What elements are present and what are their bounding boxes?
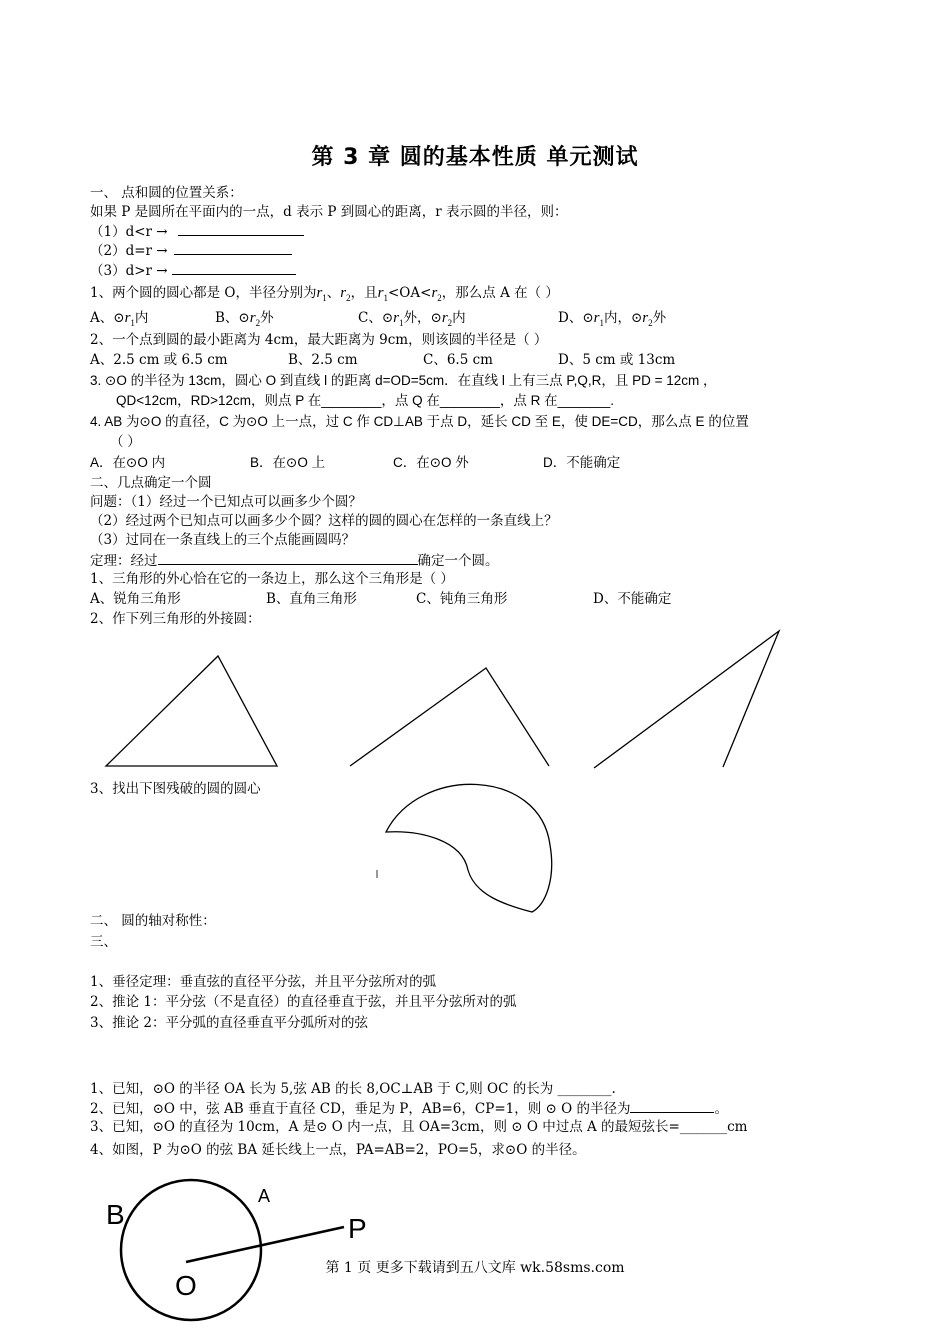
q1-stem: 1、两个圆的圆心都是 O，半径分别为$r_1$、$r_2$，且$r_1<OA<r_2$，那么点 A 在（ ）	[90, 285, 559, 303]
acute-triangle	[106, 656, 277, 766]
section1-heading: 一、 点和圆的位置关系：	[90, 185, 243, 201]
q1-text-a: 1、两个圆的圆心都是 O，半径分别为	[90, 285, 317, 301]
q3-line-1: 3. ⊙O 的半径为 13cm，圆心 O 到直线 l 的距离 d=OD=5cm．在直线 l 上有三点 P,Q,R，且 PD = 12cm ，	[90, 373, 717, 388]
s3-q4: 4、如图，P 为⊙O 的弦 BA 延长线上一点，PA=AB=2，PO=5，求⊙O 的半径。	[90, 1142, 586, 1158]
q1-text-d: ，那么点 A 在（ ）	[441, 285, 559, 301]
s2-q1-option-b[interactable]: B、直角三角形	[266, 591, 357, 607]
r2-symbol: $r_2$	[340, 285, 351, 303]
q4-line-2: （ ）	[110, 434, 141, 449]
q4-option-a[interactable]: A．在⊙O 内	[90, 455, 166, 470]
s2-q1-option-c[interactable]: C、钝角三角形	[416, 591, 508, 607]
q1-option-a[interactable]: A、$⊙r_1$内	[90, 310, 149, 328]
q4-option-b[interactable]: B．在⊙O 上	[250, 455, 326, 470]
s2-q1-option-a[interactable]: A、锐角三角形	[90, 591, 181, 607]
label-o: O	[175, 1270, 197, 1301]
q1-text-c: <OA<	[387, 285, 432, 301]
s2-q1-option-d[interactable]: D、不能确定	[593, 591, 672, 607]
q4-option-d[interactable]: D．不能确定	[543, 455, 621, 470]
section3-subheading: 三、	[90, 934, 117, 950]
condition-2-text: （2）d=r →	[90, 243, 168, 259]
s3-q1: 1、已知，⊙O 的半径 OA 长为 5,弦 AB 的长 8,OC⊥AB 于 C,则 OC 的长为 ________.	[90, 1081, 616, 1097]
q4-option-c[interactable]: C．在⊙O 外	[393, 455, 469, 470]
label-a: A	[258, 1186, 271, 1206]
theorem-text-a: 定理：经过	[90, 553, 158, 569]
q1-option-d[interactable]: D、$⊙r_1$内，$⊙r_2$外	[558, 310, 667, 328]
q1-option-c[interactable]: C、$⊙r_1$外，$⊙r_2$内	[358, 310, 466, 328]
q3-line-2: QD<12cm，RD>12cm，则点 P 在________，点 Q 在________，点 R 在_______.	[116, 393, 614, 408]
theorem-text-b: 确定一个圆。	[417, 553, 499, 569]
s3-q2: 2、已知，⊙O 中，弦 AB 垂直于直径 CD，垂足为 P，AB=6，CP=1，则 ⊙ O 的半径为 。	[90, 1101, 728, 1117]
q1-text-b: ，且	[350, 285, 378, 301]
section2-question-3: （3）过同在一条直线上的三个点能画圆吗？	[90, 532, 356, 548]
obtuse-triangle	[350, 668, 549, 766]
obtuse-triangle-2	[594, 631, 779, 768]
broken-circle	[386, 784, 552, 912]
page-footer: 第 1 页 更多下载请到五八文库 wk.58sms.com	[325, 1260, 625, 1276]
q2-option-b[interactable]: B、2.5 cm	[288, 352, 358, 368]
section3-heading: 二、 圆的轴对称性：	[90, 913, 216, 929]
q2-stem: 2、一个点到圆的最小距离为 4cm，最大距离为 9cm，则该圆的半径是（ ）	[90, 332, 548, 348]
r1-symbol: $r_1$	[377, 285, 388, 303]
r2-symbol: $r_2$	[431, 285, 442, 303]
label-b: B	[106, 1199, 125, 1230]
corollary-2: 3、推论 2：平分弧的直径垂直平分弧所对的弦	[90, 1015, 368, 1031]
perpendicular-diameter-theorem: 1、垂径定理：垂直弦的直径平分弦，并且平分弦所对的弧	[90, 974, 437, 990]
r1-symbol: $r_1$	[316, 285, 327, 303]
q1-option-b[interactable]: B、$⊙r_2$外	[215, 310, 274, 328]
condition-3-text: （3）d>r →	[90, 263, 168, 279]
condition-1-text: （1）d<r →	[90, 224, 168, 240]
section2-question-2: （2）经过两个已知点可以画多少个圆？这样的圆的圆心在怎样的一条直线上？	[90, 513, 558, 529]
section1-intro: 如果 P 是圆所在平面内的一点，d 表示 P 到圆心的距离，r 表示圆的半径，则：	[90, 204, 568, 220]
s3-q2-text: 2、已知，⊙O 中，弦 AB 垂直于直径 CD，垂足为 P，AB=6，CP=1，则 ⊙ O 的半径为	[90, 1101, 631, 1117]
label-p: P	[348, 1213, 367, 1244]
section2-heading: 二、几点确定一个圆	[90, 475, 212, 491]
page-title: 第 3 章 圆的基本性质 单元测试	[311, 145, 639, 170]
q2-option-a[interactable]: A、2.5 cm 或 6.5 cm	[90, 352, 228, 368]
corollary-1: 2、推论 1：平分弦（不是直径）的直径垂直于弦，并且平分弦所对的弧	[90, 994, 517, 1010]
s2-q3-stem: 3、找出下图残破的圆的圆心	[90, 781, 261, 797]
s2-q1-stem: 1、三角形的外心恰在它的一条边上，那么这个三角形是（ ）	[90, 571, 454, 587]
section2-question-1: 问题：（1）经过一个已知点可以画多少个圆？	[90, 494, 362, 510]
q2-option-c[interactable]: C、6.5 cm	[423, 352, 493, 368]
s2-q2-stem: 2、作下列三角形的外接圆：	[90, 611, 261, 627]
q2-option-d[interactable]: D、5 cm 或 13cm	[558, 352, 676, 368]
q4-line-1: 4. AB 为⊙O 的直径，C 为⊙O 上一点，过 C 作 CD⊥AB 于点 D，延长 CD 至 E，使 DE=CD，那么点 E 的位置	[90, 414, 749, 429]
s3-q3: 3、已知，⊙O 的直径为 10cm，A 是⊙ O 内一点，且 OA=3cm，则 ⊙ O 中过点 A 的最短弦长=_______cm	[90, 1119, 748, 1135]
